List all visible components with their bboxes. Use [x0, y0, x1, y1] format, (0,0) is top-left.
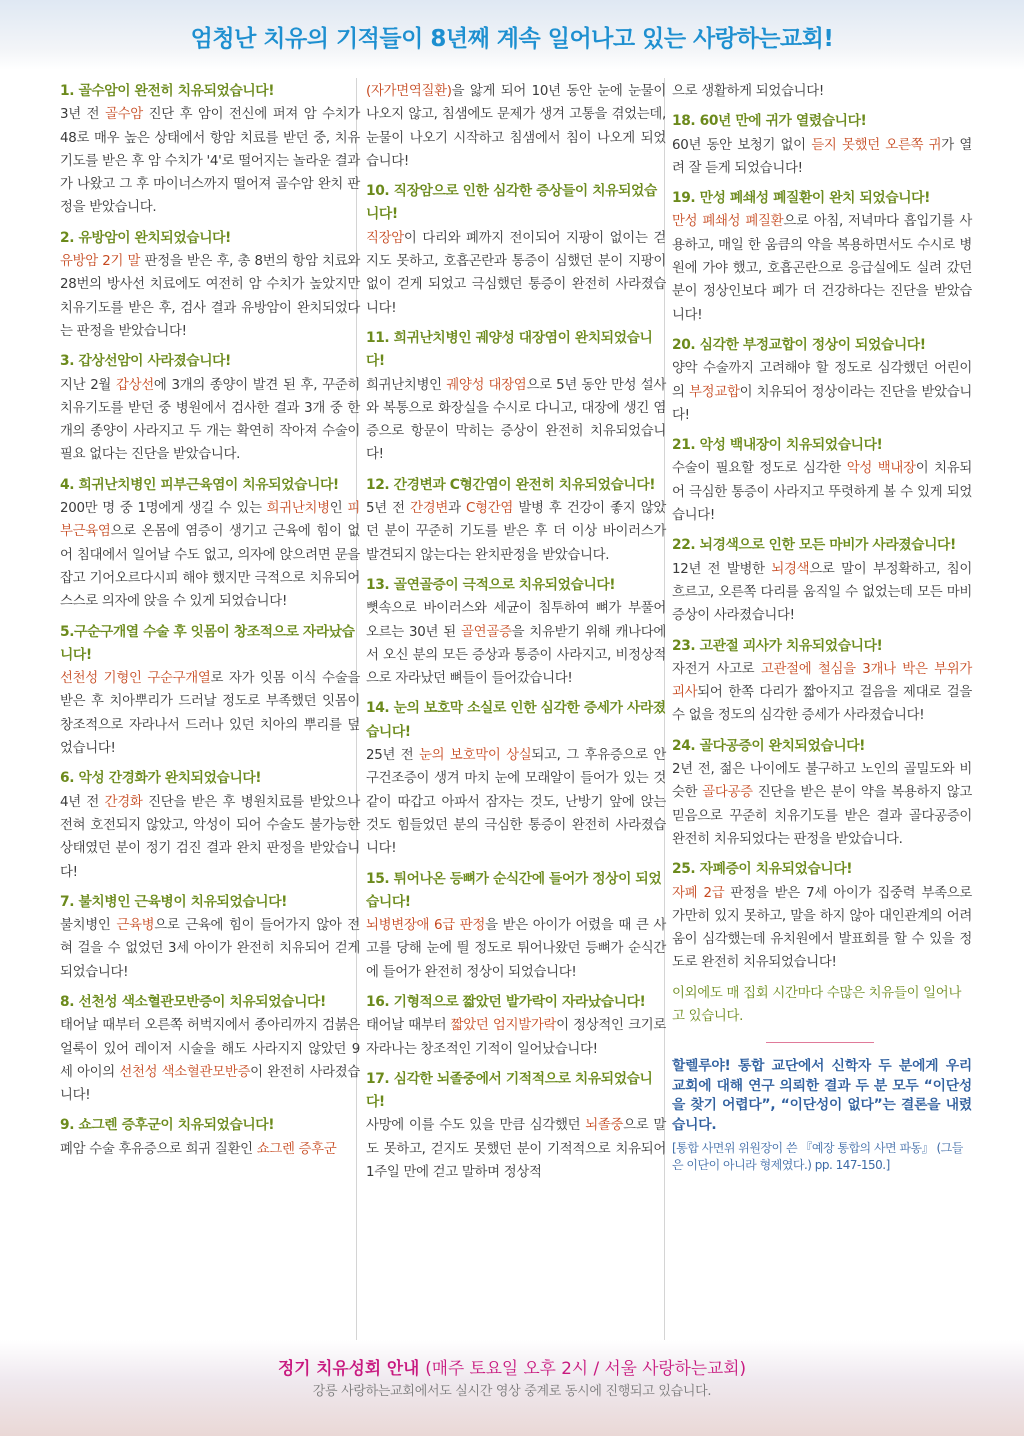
highlighted-condition: 선천성 색소혈관모반증 — [119, 1064, 251, 1080]
body-text: 로 자가 잇몸 이식 수술을 받은 후 치아뿌리가 드러날 정도로 부족했던 잇몸이 창조적으로 자라나서 드러나 있던 치아의 뿌리를 덮었습니다! — [60, 671, 360, 757]
body-text: 사망에 이를 수도 있을 만큼 심각했던 — [366, 1118, 586, 1134]
testimony-title: 13. 골연골증이 극적으로 치유되었습니다! — [366, 576, 616, 593]
body-text: 자전거 사고로 — [672, 661, 761, 677]
body-text: 진단을 받은 분이 약을 복용하지 않고 믿음으로 꾸준히 치유기도를 받은 결과 골다공증이 완전히 치유되었다는 판정을 받았습니다. — [672, 785, 972, 847]
testimony-title: 16. 기형적으로 짧았던 발가락이 자라났습니다! — [366, 993, 646, 1010]
testimony-item — [366, 574, 666, 690]
highlighted-condition: 악성 백내장 — [846, 461, 916, 477]
testimony-title: 19. 만성 폐쇄성 폐질환이 완치 되었습니다! — [672, 190, 930, 207]
highlighted-condition: 뇌병변장애 6급 판정 — [366, 918, 486, 934]
testimony-body — [366, 227, 666, 320]
body-text: 2년 전, 젊은 나이에도 불구하고 노인의 골밀도와 비슷한 — [672, 762, 972, 801]
testimony-item — [60, 80, 360, 220]
highlighted-condition: 쇼그렌 증후군 — [256, 1141, 337, 1157]
body-text: 으로 온몸에 염증이 생기고 근육에 힘이 없어 침대에서 일어날 수도 없고, 의자에 앉으려면 문을 잡고 기어오르다시피 해야 했지만 극적으로 치유되어 스스로 의자에 앉을 수 있게 되었습니다! — [60, 524, 360, 610]
body-text: 5년 전 — [366, 501, 411, 517]
body-text: 불치병인 — [60, 918, 117, 934]
testimony-title: 12. 간경변과 C형간염이 완전히 치유되었습니다! — [366, 476, 656, 493]
testimony-body — [60, 103, 360, 219]
testimony-body — [672, 80, 972, 103]
testimony-item — [60, 891, 360, 984]
testimony-item — [60, 1114, 360, 1161]
testimony-item — [672, 434, 972, 527]
footer — [0, 1350, 1024, 1436]
body-text: 판정을 받은 후, 총 8번의 항암 치료와 28번의 방사선 치료에도 여전히 암 수치가 높았지만 치유기도를 받은 후, 검사 결과 유방암이 완치되었다는 판정을 받았습니다! — [60, 254, 361, 339]
testimony-title: 17. 심각한 뇌졸중에서 기적적으로 치유되었습니다! — [366, 1070, 653, 1111]
body-text: 에 3개의 종양이 발견 된 후, 꾸준히 치유기도를 받던 중 병원에서 검사한 결과 3개 중 한 개의 종양이 사라지고 두 개는 확연히 작아져 수술이 필요 없다는 진단을 받았습니다. — [60, 377, 360, 463]
body-text: 되어 한쪽 다리가 짧아지고 걸음을 제대로 걸을 수 없을 정도의 심각한 증세가 사라졌습니다! — [672, 685, 972, 724]
body-text: 을 앓게 되어 10년 동안 눈에 눈물이 나오지 않고, 침샘에도 문제가 생겨 고통을 겪었는데, 눈물이 나오기 시작하고 침샘에서 침이 나오게 되었습니다! — [366, 84, 666, 169]
highlighted-condition: 간경변 — [410, 501, 449, 517]
testimony-title: 4. 희귀난치병인 피부근육염이 치유되었습니다! — [60, 476, 339, 493]
testimony-item — [366, 868, 666, 984]
testimony-column-2 — [366, 80, 666, 1191]
body-text: 12년 전 발병한 — [672, 561, 772, 577]
meeting-schedule: (매주 토요일 오후 2시 / 서울 사랑하는교회) — [425, 1358, 747, 1378]
body-text: 지난 2월 — [60, 377, 117, 393]
closing-note: 이외에도 매 집회 시간마다 수많은 치유들이 일어나고 있습니다. — [672, 985, 962, 1024]
highlighted-condition: 갑상선 — [116, 377, 154, 393]
testimony-item — [60, 991, 360, 1107]
body-text: 을 받은 아이가 어렸을 때 큰 사고를 당해 눈에 띌 정도로 튀어나왔던 등뼈가 순식간에 들어가 완전히 정상이 되었습니다! — [366, 918, 666, 980]
citation: [통합 사면위 위원장이 쓴 『예장 통합의 사면 파동』 (그들은 이단이 아니라 형제였다.) pp. 147-150.] — [672, 1140, 963, 1173]
highlighted-condition: 뇌경색 — [771, 561, 810, 577]
testimony-item — [60, 474, 360, 614]
highlighted-condition: 자폐 2급 — [672, 885, 725, 901]
testimony-item — [672, 735, 972, 851]
body-text: 되고, 그 후유증으로 안구건조증이 생겨 마치 눈에 모래알이 들어가 있는 것같이 따갑고 아파서 잠자는 것도, 난방기 앞에 앉는 것도 힘들었던 분의 극심한 통증이 완전히 사라졌습니다! — [366, 748, 667, 857]
testimony-body — [672, 558, 972, 628]
testimony-body — [366, 1114, 666, 1184]
body-text: 가 열려 잘 듣게 되었습니다! — [672, 137, 973, 176]
testimony-body — [672, 457, 972, 527]
highlighted-condition: 유방암 2기 말 — [60, 254, 141, 270]
body-text: 인 — [329, 501, 348, 517]
testimony-body — [672, 357, 972, 427]
body-text: 판정을 받은 7세 아이가 집중력 부족으로 가만히 있지 못하고, 말을 하지 않아 대인관계의 어려움이 심각했는데 유치원에서 발표회를 할 수 있을 정도로 완전히 치유되었습니다! — [672, 885, 972, 971]
body-text: 이 다리와 폐까지 전이되어 지팡이 없이는 걷지도 못하고, 호흡곤란과 통증이 심했던 분이 지팡이 없이 걷게 되었고 극심했던 통증이 완전히 사라졌습니다! — [366, 230, 666, 316]
highlighted-condition: (자가면역질환) — [366, 84, 452, 99]
highlighted-condition: 부정교합 — [689, 384, 740, 400]
testimony-body — [60, 667, 360, 760]
highlighted-condition: 골다공증 — [702, 785, 753, 801]
testimony-body — [672, 134, 972, 181]
body-text: 폐암 수술 후유증으로 희귀 질환인 — [60, 1141, 257, 1157]
highlighted-condition: 간경화 — [104, 794, 143, 810]
testimony-title: 18. 60년 만에 귀가 열렸습니다! — [672, 113, 867, 130]
testimony-body — [366, 80, 666, 173]
body-text: 으로 말도 못하고, 걷지도 못했던 분이 기적적으로 치유되어 1주일 만에 걷고 말하며 정상적 — [366, 1118, 666, 1181]
testimony-title: 20. 심각한 부정교합이 정상이 되었습니다! — [672, 336, 926, 353]
testimony-item — [366, 80, 666, 173]
testimony-body — [366, 744, 666, 860]
testimony-list — [672, 80, 972, 975]
testimony-title: 9. 쇼그렌 증후군이 치유되었습니다! — [60, 1117, 275, 1134]
highlighted-condition: 근육병 — [116, 918, 155, 934]
body-text: 수술이 필요할 정도로 심각한 — [672, 461, 847, 477]
testimony-title: 3. 갑상선암이 사라졌습니다! — [60, 353, 231, 370]
testimony-item — [60, 767, 360, 883]
highlighted-condition: 선천성 기형인 구순구개열 — [60, 671, 211, 687]
testimony-body — [366, 374, 666, 467]
testimony-body — [60, 374, 360, 467]
testimony-body — [366, 914, 666, 984]
testimony-title: 21. 악성 백내장이 치유되었습니다! — [672, 437, 883, 454]
testimony-column-1 — [60, 80, 360, 1168]
testimony-title: 24. 골다공증이 완치되었습니다! — [672, 737, 866, 754]
highlighted-condition: 직장암 — [366, 230, 404, 246]
highlighted-condition: 고관절에 철심을 3개나 박은 부위가 괴사 — [672, 661, 972, 701]
highlighted-condition: 골연골증 — [461, 624, 512, 640]
testimony-item — [366, 327, 666, 467]
body-text: 이 치유되어 극심한 통증이 사라지고 뚜렷하게 볼 수 있게 되었습니다! — [672, 461, 973, 524]
testimony-title: 6. 악성 간경화가 완치되었습니다! — [60, 770, 262, 787]
body-text: 으로 근육에 힘이 들어가지 않아 전혀 걸을 수 없었던 3세 아이가 완전히 치유되어 걷게 되었습니다! — [60, 918, 360, 980]
body-text: 이 정상적인 크기로 자라나는 창조적인 기적이 일어났습니다! — [366, 1018, 666, 1057]
testimony-title: 7. 불치병인 근육병이 치유되었습니다! — [60, 893, 288, 910]
body-text: 을 치유받기 위해 캐나다에서 오신 분의 모든 증상과 통증이 사라지고, 비정상적으로 자라났던 뼈들이 들어갔습니다! — [366, 624, 666, 687]
testimony-item — [672, 858, 972, 974]
body-text: 뼛속으로 바이러스와 세균이 침투하여 뼈가 부풀어 오르는 30년 된 — [366, 601, 666, 640]
testimony-title: 11. 희귀난치병인 궤양성 대장염이 완치되었습니다! — [366, 329, 653, 370]
testimony-title: 1. 골수암이 완전히 치유되었습니다! — [60, 83, 275, 99]
testimony-title: 14. 눈의 보호막 소실로 인한 심각한 증세가 사라졌습니다! — [366, 700, 666, 740]
testimony-column-3 — [672, 80, 972, 1175]
theology-quote: 할렐루야! 통합 교단에서 신학자 두 분에게 우리 교회에 대해 연구 의뢰한 결과 두 분 모두 “이단성을 찾기 어렵다”, “이단성이 없다”는 결론을 내렸습니다. — [672, 1058, 972, 1134]
testimony-body — [60, 914, 360, 984]
testimony-title: 25. 자폐증이 치유되었습니다! — [672, 861, 853, 878]
testimony-body — [366, 1014, 666, 1061]
meeting-subtitle: 강릉 사랑하는교회에서도 실시간 영상 중계로 동시에 진행되고 있습니다. — [312, 1384, 712, 1399]
page-title: 엄청난 치유의 기적들이 8년째 계속 일어나고 있는 사랑하는교회! — [190, 25, 834, 52]
body-text: 3년 전 — [60, 107, 105, 123]
body-text: 진단 후 암이 전신에 퍼져 암 수치가 48로 매우 높은 상태에서 항암 치료를 받던 중, 치유기도를 받은 후 암 수치가 '4'로 떨어지는 놀라운 결과가 나왔고 그 후 마이너스까지 떨어져 골수암 완치 판정을 받았습니다. — [60, 107, 360, 216]
body-text: 태어날 때부터 — [366, 1018, 451, 1034]
testimony-title: 2. 유방암이 완치되었습니다! — [60, 229, 231, 246]
testimony-body — [366, 497, 666, 567]
meeting-title — [0, 1354, 1024, 1382]
body-text: 이 완전히 사라졌습니다! — [60, 1064, 360, 1104]
testimony-item — [366, 1068, 666, 1184]
highlighted-condition: 궤양성 대장염 — [446, 377, 527, 393]
testimony-item — [672, 110, 972, 180]
highlighted-condition: 듣지 못했던 오른쪽 귀 — [811, 137, 942, 153]
body-text: 태어날 때부터 오른쪽 허벅지에서 종아리까지 검붉은 얼룩이 있어 레이저 시술을 해도 사라지지 않았던 9세 아이의 — [60, 1018, 360, 1080]
testimony-body — [60, 250, 360, 343]
testimony-item — [60, 621, 360, 761]
testimony-item — [60, 227, 360, 343]
testimony-body — [672, 658, 972, 728]
testimony-item — [60, 350, 360, 466]
testimony-item — [672, 534, 972, 627]
testimony-item — [366, 180, 666, 320]
body-text: 진단을 받은 후 병원치료를 받았으나 전혀 호전되지 않았고, 악성이 되어 수술도 불가능한 상태였던 분이 정기 검진 결과 완치 판정을 받았습니다! — [60, 794, 360, 880]
highlighted-condition: 골수암 — [104, 107, 143, 123]
testimony-title: 22. 뇌경색으로 인한 모든 마비가 사라졌습니다! — [672, 537, 956, 554]
testimony-body — [672, 210, 972, 326]
testimony-body — [60, 1014, 360, 1107]
testimony-item — [672, 80, 972, 103]
testimony-body — [366, 597, 666, 690]
highlighted-condition: 만성 폐쇄성 폐질환 — [672, 214, 784, 230]
body-text: 으로 5년 동안 만성 설사와 복통으로 화장실을 수시로 다니고, 대장에 생긴 염증으로 항문이 막히는 증상이 완전히 치유되었습니다! — [366, 377, 666, 463]
testimony-body — [60, 791, 360, 884]
body-text: 양악 수술까지 고려해야 할 정도로 심각했던 어린이의 — [672, 361, 972, 400]
testimony-title: 23. 고관절 괴사가 치유되었습니다! — [672, 637, 883, 654]
body-text: 으로 아침, 저녁마다 흡입기를 사용하고, 매일 한 움큼의 약을 복용하면서도 수시로 병원에 가야 했고, 호흡곤란으로 응급실에도 실려 갔던 분이 정상인보다 폐가 더 건강하다는 진단을 받았습니다! — [672, 214, 973, 323]
body-text: 4년 전 — [60, 794, 105, 810]
testimony-item — [672, 187, 972, 327]
testimony-item — [672, 635, 972, 728]
testimony-item — [366, 697, 666, 860]
body-text: 이 치유되어 정상이라는 진단을 받았습니다! — [672, 384, 972, 423]
body-text: 희귀난치병인 — [366, 377, 447, 393]
testimony-body — [672, 758, 972, 851]
testimony-title: 8. 선천성 색소혈관모반증이 치유되었습니다! — [60, 993, 326, 1010]
page-header — [0, 0, 1024, 72]
testimony-title: 5.구순구개열 수술 후 잇몸이 창조적으로 자라났습니다! — [60, 623, 355, 663]
body-text: 60년 동안 보청기 없이 — [672, 137, 812, 153]
testimony-item — [366, 474, 666, 567]
testimony-title: 10. 직장암으로 인한 심각한 증상들이 치유되었습니다! — [366, 183, 657, 223]
highlighted-condition: 피부근육염 — [60, 501, 360, 540]
body-text: 과 — [448, 501, 467, 517]
testimony-body — [672, 882, 972, 975]
body-text: 25년 전 — [366, 748, 420, 764]
body-text: 으로 생활하게 되었습니다! — [672, 84, 824, 99]
body-text: 으로 말이 부정확하고, 침이 흐르고, 오른쪽 다리를 움직일 수 없었는데 모든 마비증상이 사라졌습니다! — [672, 561, 972, 624]
highlighted-condition: 희귀난치병 — [266, 501, 330, 517]
divider-line — [766, 1042, 874, 1043]
body-text: 발병 후 건강이 좋지 않았던 분이 꾸준히 기도를 받은 후 더 이상 바이러스가 발견되지 않는다는 완치판정을 받았습니다. — [366, 501, 667, 563]
testimony-item — [366, 991, 666, 1061]
testimony-title: 15. 튀어나온 등뼈가 순식간에 들어가 정상이 되었습니다! — [366, 870, 662, 910]
highlighted-condition: 짧았던 엄지발가락 — [450, 1018, 557, 1034]
highlighted-condition: 뇌졸중 — [585, 1118, 624, 1134]
meeting-title-main: 정기 치유성회 안내 — [277, 1358, 426, 1378]
testimony-item — [672, 334, 972, 427]
testimony-body — [60, 497, 360, 613]
testimony-body — [60, 1138, 360, 1161]
body-text: 200만 명 중 1명에게 생길 수 있는 — [60, 501, 267, 517]
highlighted-condition: 눈의 보호막이 상실 — [419, 748, 532, 764]
highlighted-condition: C형간염 — [466, 501, 513, 517]
